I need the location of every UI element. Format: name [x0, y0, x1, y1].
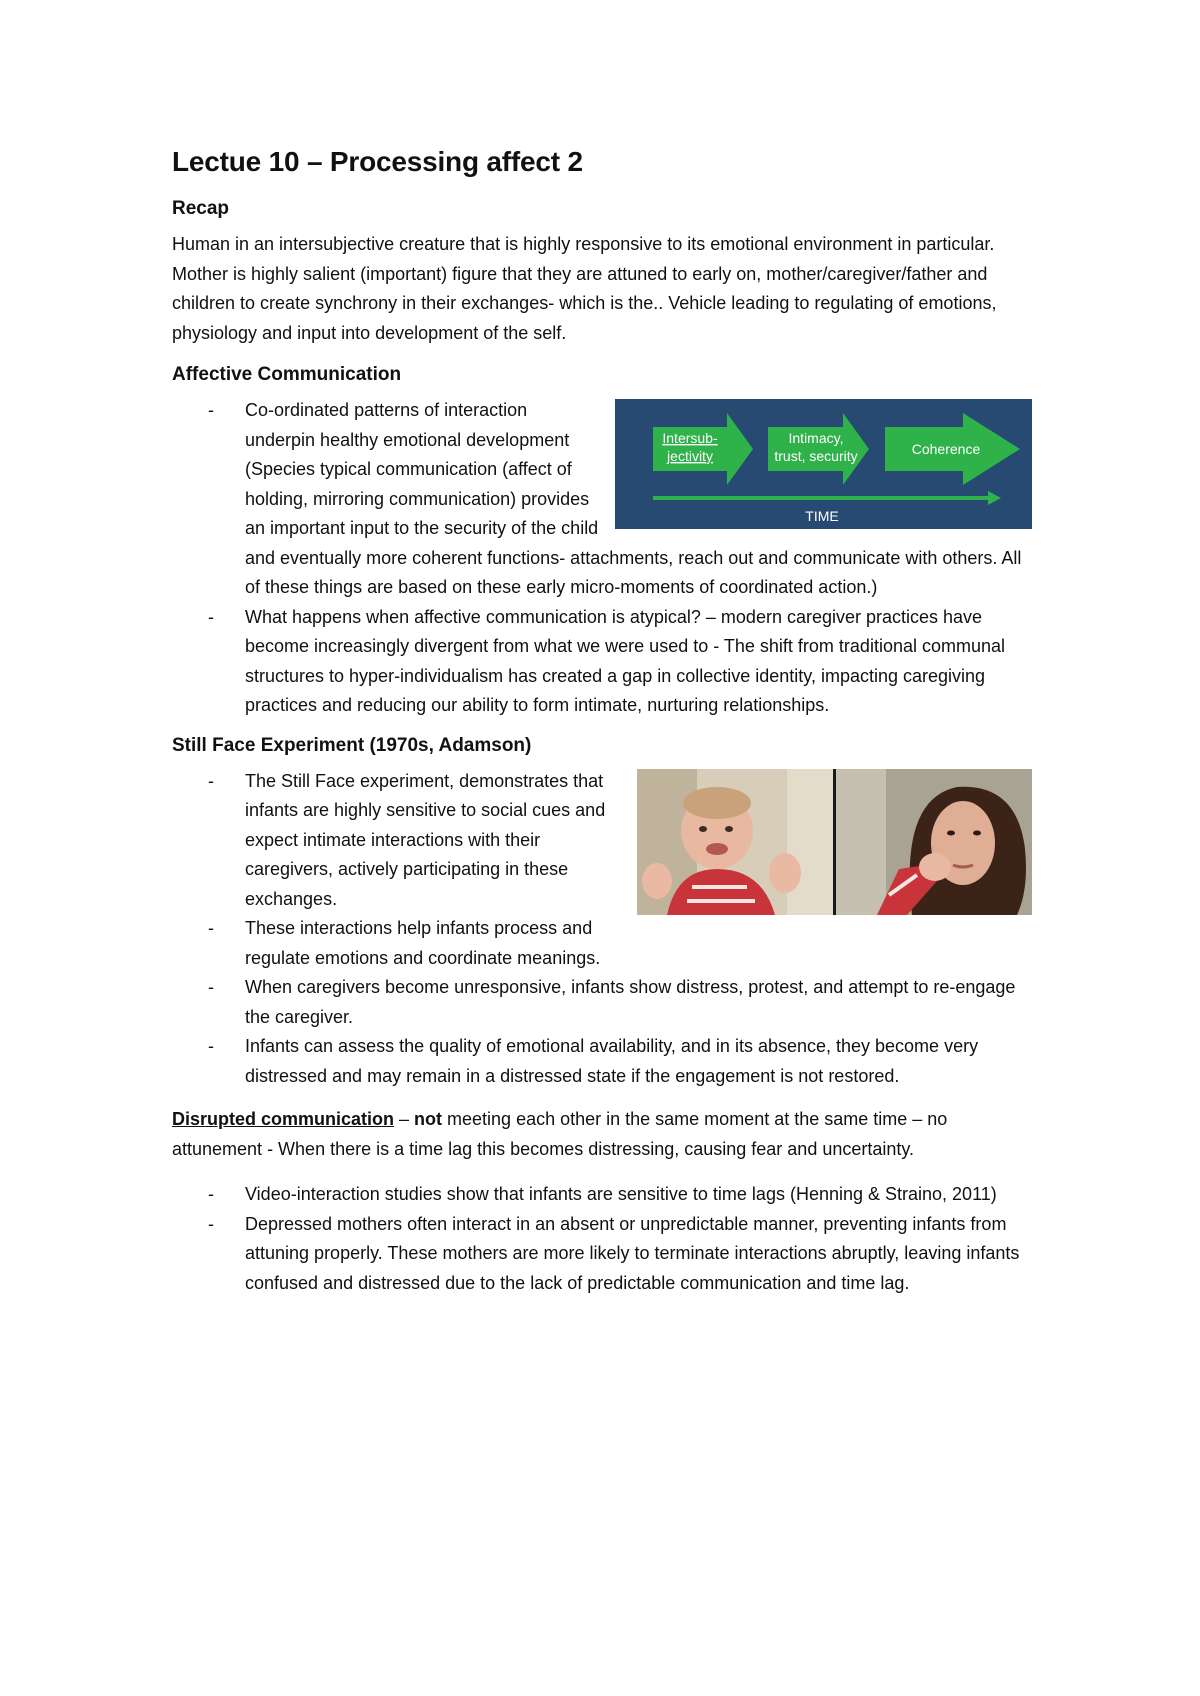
intersubjectivity-timeline-diagram — [615, 399, 1032, 529]
disrupted-dash: – — [394, 1109, 415, 1129]
still-face-item-2-text: These interactions help infants process and regulate emotions and coordinate meanings. — [245, 918, 601, 968]
arrow2-label-line2: trust, security — [774, 448, 858, 464]
still-face-list — [172, 767, 1032, 1092]
arrow3-label: Coherence — [911, 441, 981, 457]
arrow2-label-line1: Intimacy, — [788, 430, 844, 446]
list-item — [172, 1210, 1032, 1299]
recap-heading: Recap — [172, 198, 230, 219]
infant-hand-right — [769, 853, 801, 893]
dash-bullet: - — [208, 918, 214, 938]
page-title: Lectue 10 – Processing affect 2 — [172, 146, 583, 177]
still-face-item-4-text: Infants can assess the quality of emotional availability, and in its absence, they become very distressed and may remain in a distressed state if the engagement is not restored. — [245, 1036, 979, 1086]
list-item — [172, 1180, 1032, 1210]
affective-item-1-text: Co-ordinated patterns of interaction underpin healthy emotional development (Species typical communication (affect of holding, mirroring communication) provides an important input to the security of the child and eventually more coherent functions- attachments, reach out and communicate with others. All of these things are based on these early micro-moments of coordinated action.) — [245, 400, 1022, 597]
arrow1-label-line1: Intersub- — [662, 430, 718, 446]
affective-item-2-text: What happens when affective communication is atypical? – modern caregiver practices have become increasingly divergent from what we were used to - The shift from traditional communal structures to hyper-individualism has created a gap in collective identity, impacting caregiving practices and reducing our ability to form intimate, nurturing relationships. — [245, 606, 1006, 715]
affective-communication-list — [172, 396, 1032, 721]
dash-bullet: - — [208, 770, 214, 791]
still-face-item-1-text: The Still Face experiment, demonstrates that infants are highly sensitive to social cues and expect intimate interactions with their caregivers, actively participating in these exchanges. — [245, 770, 606, 909]
affective-communication-heading: Affective Communication — [172, 364, 402, 385]
list-item — [172, 973, 1032, 1032]
infant-hand-left — [642, 863, 672, 899]
disrupted-communication-paragraph — [172, 1105, 1032, 1164]
still-face-item-3-text: When caregivers become unresponsive, infants show distress, protest, and attempt to re-engage the caregiver. — [245, 977, 1016, 1027]
disrupted-not: not — [414, 1109, 443, 1129]
document-body — [172, 146, 1032, 1312]
disrupted-item-1-text: Video-interaction studies show that infants are sensitive to time lags (Henning & Straino, 2011) — [245, 1184, 997, 1204]
list-item — [172, 603, 1032, 721]
disrupted-communication-term: Disrupted communication — [172, 1109, 395, 1129]
disrupted-rest: meeting each other in the same moment at the same time – no attunement - When there is a time lag this becomes distressing, causing fear and uncertainty. — [172, 1109, 948, 1159]
dash-bullet: - — [208, 400, 214, 420]
dash-bullet: - — [208, 1184, 214, 1204]
list-item — [172, 767, 1032, 915]
recap-paragraph: Human in an intersubjective creature that is highly responsive to its emotional environment in particular. Mother is highly salient (important) figure that they are attuned to early on, mother/caregiver/father and children to create synchrony in their exchanges- which is the.. Vehicle leading to regulating of emotions, physiology and input into development of the self. — [172, 234, 997, 343]
disrupted-item-2-text: Depressed mothers often interact in an absent or unpredictable manner, preventing infants from attuning properly. These mothers are more likely to terminate interactions abruptly, leaving infants confused and distressed due to the lack of predictable communication and time lag. — [245, 1213, 1020, 1293]
arrow1-label-line2: jectivity — [667, 448, 713, 464]
still-face-heading: Still Face Experiment (1970s, Adamson) — [172, 734, 532, 756]
list-item — [172, 1032, 1032, 1091]
dash-bullet: - — [208, 606, 214, 627]
still-face-experiment-photo — [637, 769, 1032, 915]
disrupted-communication-list — [172, 1180, 1032, 1298]
dash-bullet: - — [208, 1213, 214, 1234]
list-item — [172, 914, 1032, 973]
dash-bullet: - — [208, 1036, 214, 1056]
time-axis-label: TIME — [805, 508, 839, 524]
list-item — [172, 396, 1032, 603]
dash-bullet: - — [208, 977, 214, 997]
